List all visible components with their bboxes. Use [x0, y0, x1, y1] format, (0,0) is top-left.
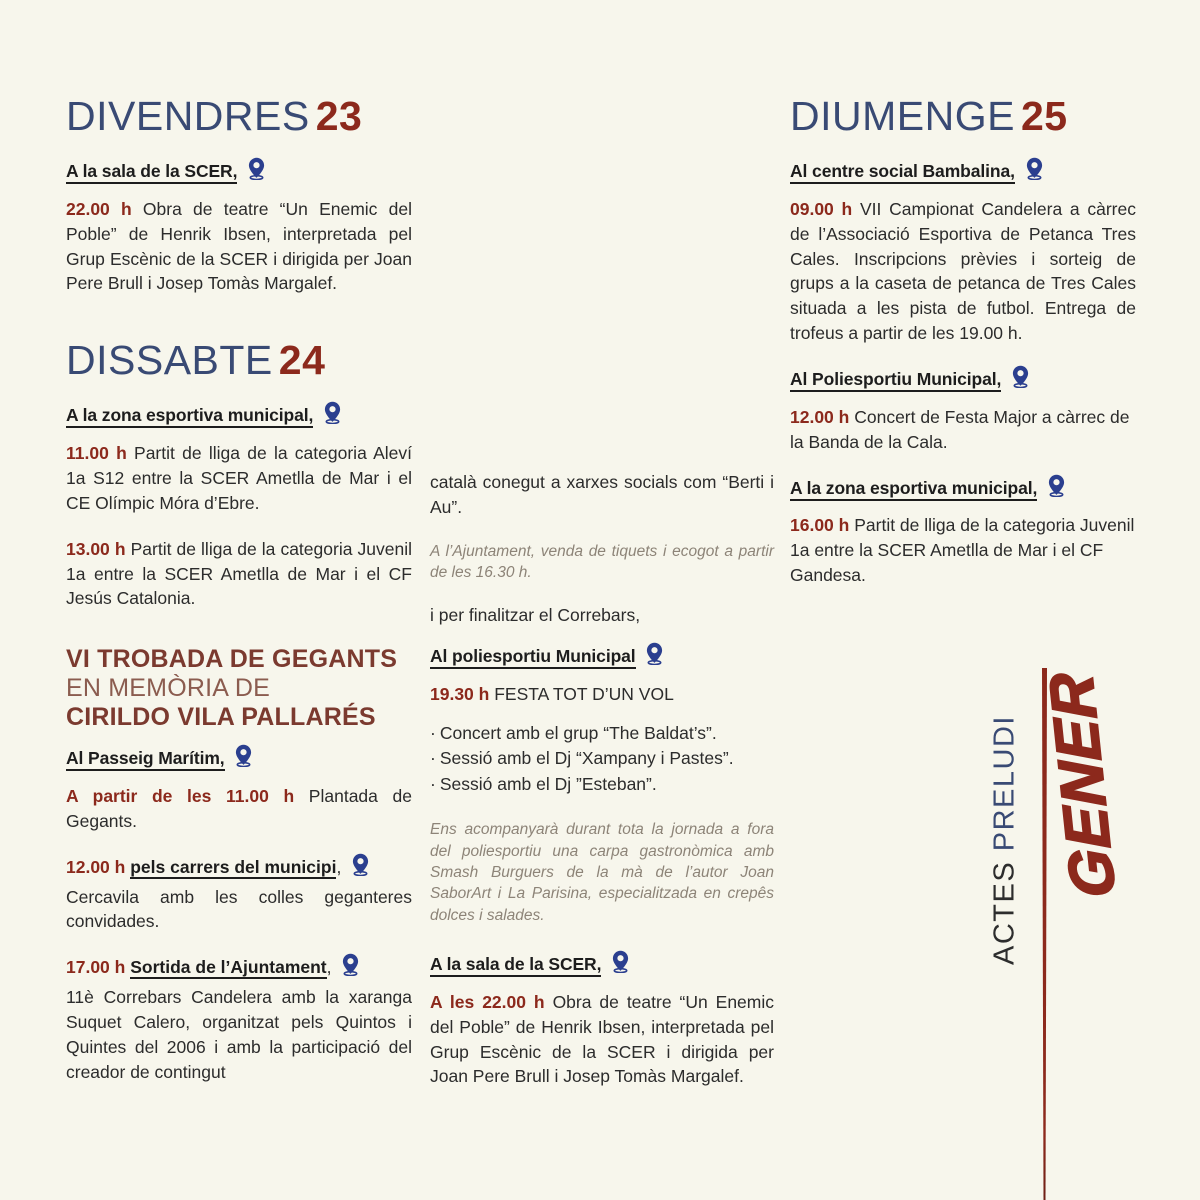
list-item	[430, 721, 774, 746]
event-text: Partit de lliga de la categoria Juvenil 1a entre la SCER Ametlla de Mar i el CF Jesús Catalonia.	[66, 538, 412, 609]
event-text: VII Campionat Candelera a càrrec de l’Associació Esportiva de Petanca Tres Cales. Inscripcions prèvies i sorteig de grups a la caseta de petanca de Tres Cales situada a les pista de futbol. Entrega de trofeus a partir de les 19.00 h.	[790, 198, 1136, 344]
event-time: 12.00 h	[790, 406, 850, 427]
block-title-line2: EN MEMÒRIA DE	[66, 674, 271, 703]
event-paragraph	[66, 855, 412, 935]
event-text: Plantada de Gegants.	[66, 786, 412, 831]
day-number: 24	[278, 337, 326, 384]
venue-heading-bambalina	[790, 159, 1136, 188]
location-pin-icon	[247, 157, 266, 186]
block-title-line1: VI TROBADA DE GEGANTS	[66, 645, 398, 674]
venue-heading-poliesportiu-municipal	[790, 367, 1136, 396]
venue-label: Al poliesportiu Municipal	[430, 646, 636, 669]
lead-in-correbars: i per finalitzar el Correbars,	[430, 605, 641, 626]
event-time: 16.00 h	[790, 515, 850, 536]
event-time: A les 22.00 h	[430, 991, 545, 1012]
venue-label: A la zona esportiva municipal,	[790, 478, 1037, 501]
event-time: 19.30 h	[430, 684, 490, 705]
location-pin-icon	[351, 853, 370, 883]
event-time: 17.00 h	[66, 957, 126, 978]
list-item-label: Sessió amb el Dj ”Esteban”.	[439, 773, 657, 794]
list-item-label: Sessió amb el Dj “Xampany i Pastes”.	[439, 748, 734, 769]
day-name: DISSABTE	[66, 337, 273, 384]
venue-heading-zona-esportiva	[66, 403, 412, 432]
day-heading-divendres	[66, 93, 412, 139]
day-number: 23	[315, 93, 363, 139]
event-time: 12.00 h	[66, 856, 126, 877]
venue-label: Al centre social Bambalina,	[790, 161, 1015, 184]
location-pin-icon	[341, 953, 360, 983]
location-pin-icon	[1011, 365, 1030, 394]
location-pin-icon	[234, 744, 253, 773]
day-name: DIVENDRES	[66, 93, 310, 139]
venue-label: A la sala de la SCER,	[430, 954, 601, 977]
day-heading-dissabte	[66, 337, 412, 384]
event-text: FESTA TOT D’UN VOL	[489, 684, 674, 705]
day-number: 25	[1020, 93, 1068, 139]
event-time: A partir de les 11.00 h	[66, 786, 295, 807]
venue-heading-passeig-maritim	[66, 746, 412, 775]
event-paragraph	[66, 441, 412, 516]
bullet-dot-icon: ·	[430, 773, 436, 794]
venue-heading-sala-scer	[66, 159, 412, 188]
block-title-trobada-gegants	[66, 645, 412, 732]
event-paragraph	[790, 197, 1136, 346]
event-text: Partit de lliga de la categoria Aleví 1a S12 entre la SCER Ametlla de Mar i el CE Olímpic Móra d’Ebre.	[66, 443, 412, 513]
vertical-label-actes: ACTES	[988, 860, 1021, 965]
continuation-paragraph: català conegut a xarxes socials com “Berti i Au”.	[430, 472, 774, 517]
event-time: 09.00 h	[790, 198, 853, 219]
event-time: 13.00 h	[66, 538, 126, 559]
event-text: Partit de lliga de la categoria Juvenil 1a entre la SCER Ametlla de Mar i el CF Gandesa.	[790, 515, 1135, 586]
event-paragraph	[66, 537, 412, 612]
location-pin-icon	[1025, 157, 1044, 186]
gener-text: GENER	[1036, 672, 1130, 898]
location-pin-icon	[611, 950, 630, 979]
inline-venue-label: Sortida de l’Ajuntament	[130, 957, 327, 978]
event-paragraph-festa	[430, 682, 774, 707]
inline-venue-label: pels carrers del municipi	[130, 856, 337, 877]
event-time: 22.00 h	[66, 198, 132, 219]
event-paragraph	[790, 405, 1136, 455]
column-diumenge	[790, 93, 1136, 609]
location-pin-icon	[645, 642, 664, 671]
comma: ,	[336, 856, 342, 877]
list-item	[430, 772, 774, 797]
festa-bullet-list	[430, 721, 774, 797]
column-divendres-dissabte	[66, 93, 412, 1106]
block-title-line3: CIRILDO VILA PALLARÉS	[66, 703, 376, 732]
event-paragraph	[66, 955, 412, 1084]
day-heading-diumenge	[790, 93, 1136, 139]
note-ajuntament-tiquets: A l’Ajuntament, venda de tiquets i ecogot a partir de les 16.30 h.	[430, 542, 774, 582]
vertical-label-gener	[1008, 650, 1158, 920]
event-text: Obra de teatre “Un Enemic del Poble” de Henrik Ibsen, interpretada pel Grup Escènic de la SCER i dirigida per Joan Pere Brull i Josep Tomàs Margalef.	[430, 991, 774, 1087]
event-text: Concert de Festa Major a càrrec de la Banda de la Cala.	[790, 406, 1130, 452]
location-pin-icon	[323, 401, 342, 430]
venue-heading-sala-scer-2	[430, 952, 774, 981]
event-paragraph	[790, 513, 1136, 588]
venue-label: A la sala de la SCER,	[66, 161, 237, 184]
list-item-label: Concert amb el grup “The Baldat’s”.	[439, 723, 717, 743]
venue-heading-zona-esportiva-2	[790, 476, 1136, 505]
event-time: 11.00 h	[66, 443, 127, 464]
event-text: Cercavila amb les colles geganteres convidades.	[66, 886, 412, 932]
note-carpa-gastronomica: Ens acompanyarà durant tota la jornada a fora del poliesportiu una carpa gastronòmica amb Smash Burguers de la mà de l’autor Joan SaborArt i La Parisina, especialitzada en crepês dolces i salades.	[430, 821, 774, 924]
event-text: 11è Correbars Candelera amb la xaranga Suquet Calero, organitzat pels Quintos i Quintes del 2006 i amb la participació del creador de contingut	[66, 987, 412, 1082]
venue-label: Al Passeig Marítim,	[66, 748, 225, 771]
event-paragraph	[66, 784, 412, 834]
comma: ,	[326, 957, 332, 978]
list-item	[430, 746, 774, 771]
event-text: Obra de teatre “Un Enemic del Poble” de Henrik Ibsen, interpretada pel Grup Escènic de la SCER i dirigida per Joan Pere Brull i Josep Tomàs Margalef.	[66, 198, 412, 294]
location-pin-icon	[1047, 474, 1066, 503]
vertical-label-preludi: PRELUDI	[988, 715, 1021, 852]
column-dissabte-continued	[430, 470, 774, 1110]
venue-heading-poliesportiu	[430, 644, 774, 673]
event-paragraph	[66, 197, 412, 296]
venue-label: A la zona esportiva municipal,	[66, 405, 313, 428]
bullet-dot-icon: ·	[430, 748, 436, 769]
event-paragraph	[430, 990, 774, 1089]
venue-label: Al Poliesportiu Municipal,	[790, 369, 1001, 392]
bullet-dot-icon: ·	[430, 723, 436, 743]
day-name: DIUMENGE	[790, 93, 1015, 139]
